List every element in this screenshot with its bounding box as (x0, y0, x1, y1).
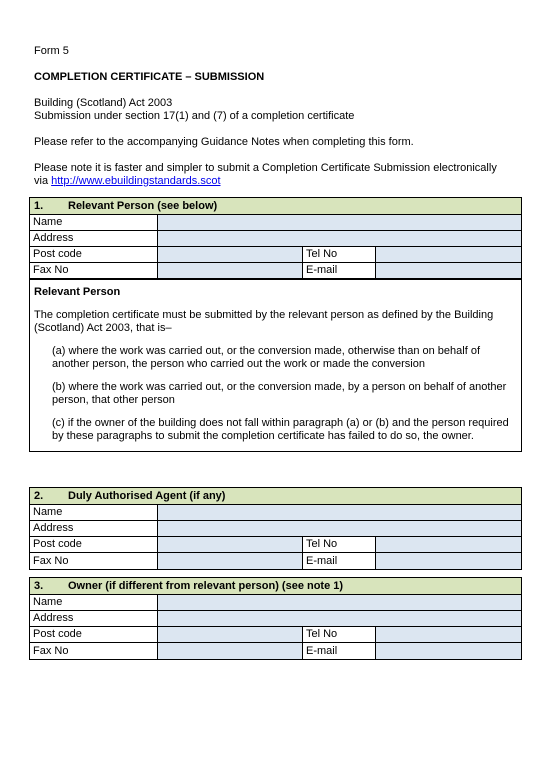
fax-field[interactable] (158, 643, 303, 659)
email-label: E-mail (303, 263, 376, 278)
name-field[interactable] (158, 505, 521, 520)
address-field[interactable] (158, 611, 521, 626)
address-row (30, 521, 521, 537)
name-row (30, 595, 521, 611)
section-relevant-person (29, 197, 522, 452)
postcode-field[interactable] (158, 627, 303, 642)
name-row (30, 215, 521, 231)
notes-heading: Relevant Person (34, 286, 121, 298)
tel-label: Tel No (303, 537, 376, 552)
tel-field[interactable] (376, 537, 521, 552)
form-title: COMPLETION CERTIFICATE – SUBMISSION (34, 71, 265, 83)
fax-field[interactable] (158, 263, 303, 278)
postcode-row (30, 247, 521, 263)
email-field[interactable] (376, 643, 521, 659)
section-title: Relevant Person (see below) (68, 200, 218, 212)
name-field[interactable] (158, 595, 521, 610)
name-row (30, 505, 521, 521)
section-owner (29, 577, 522, 660)
email-label: E-mail (303, 553, 376, 569)
ebuilding-standards-link[interactable]: http://www.ebuildingstandards.scot (51, 175, 221, 187)
postcode-field[interactable] (158, 537, 303, 552)
fax-label: Fax No (30, 263, 158, 278)
address-field[interactable] (158, 231, 521, 246)
electronic-note: Please note it is faster and simpler to submit a Completion Certificate Submission electronically (34, 162, 497, 174)
name-label: Name (30, 595, 158, 610)
tel-label: Tel No (303, 247, 376, 262)
section-number: 1. (34, 200, 44, 212)
electronic-via: via (34, 175, 52, 187)
email-field[interactable] (376, 553, 521, 569)
address-row (30, 611, 521, 627)
section-header (30, 198, 521, 215)
form-number: Form 5 (34, 45, 69, 57)
email-label: E-mail (303, 643, 376, 659)
section-header (30, 488, 521, 505)
postcode-row (30, 537, 521, 553)
postcode-label: Post code (30, 627, 158, 642)
notes-paragraph-c: (c) if the owner of the building does not fall within paragraph (a) or (b) and the person required by these paragraphs to submit the completion certificate has failed to do so, the owner. (52, 417, 509, 442)
fax-row (30, 263, 521, 279)
submission-line: Submission under section 17(1) and (7) of a completion certificate (34, 110, 355, 122)
fax-row (30, 553, 521, 569)
address-row (30, 231, 521, 247)
section-header (30, 578, 521, 595)
tel-field[interactable] (376, 247, 521, 262)
notes-paragraph-a: (a) where the work was carried out, or the conversion made, otherwise than on behalf of another person, the person who carried out the work or made the conversion (52, 345, 481, 370)
tel-label: Tel No (303, 627, 376, 642)
section-title: Duly Authorised Agent (if any) (68, 490, 226, 502)
name-field[interactable] (158, 215, 521, 230)
section-number: 2. (34, 490, 44, 502)
address-label: Address (30, 521, 158, 536)
name-label: Name (30, 505, 158, 520)
guidance-line: Please refer to the accompanying Guidance Notes when completing this form. (34, 136, 414, 148)
address-field[interactable] (158, 521, 521, 536)
tel-field[interactable] (376, 627, 521, 642)
notes-paragraph-b: (b) where the work was carried out, or the conversion made, by a person on behalf of another person, that other person (52, 381, 507, 406)
act-title: Building (Scotland) Act 2003 (34, 97, 173, 109)
fax-field[interactable] (158, 553, 303, 569)
address-label: Address (30, 611, 158, 626)
postcode-field[interactable] (158, 247, 303, 262)
fax-label: Fax No (30, 643, 158, 659)
section-number: 3. (34, 580, 44, 592)
section-title: Owner (if different from relevant person) (see note 1) (68, 580, 344, 592)
notes-intro: The completion certificate must be submitted by the relevant person as defined by the Building (Scotland) Act 2003, that is– (34, 309, 494, 334)
postcode-label: Post code (30, 537, 158, 552)
section-authorised-agent (29, 487, 522, 570)
relevant-person-notes (30, 279, 521, 451)
name-label: Name (30, 215, 158, 230)
fax-row (30, 643, 521, 659)
email-field[interactable] (376, 263, 521, 278)
fax-label: Fax No (30, 553, 158, 569)
postcode-label: Post code (30, 247, 158, 262)
postcode-row (30, 627, 521, 643)
address-label: Address (30, 231, 158, 246)
electronic-note-link-line (34, 175, 221, 188)
